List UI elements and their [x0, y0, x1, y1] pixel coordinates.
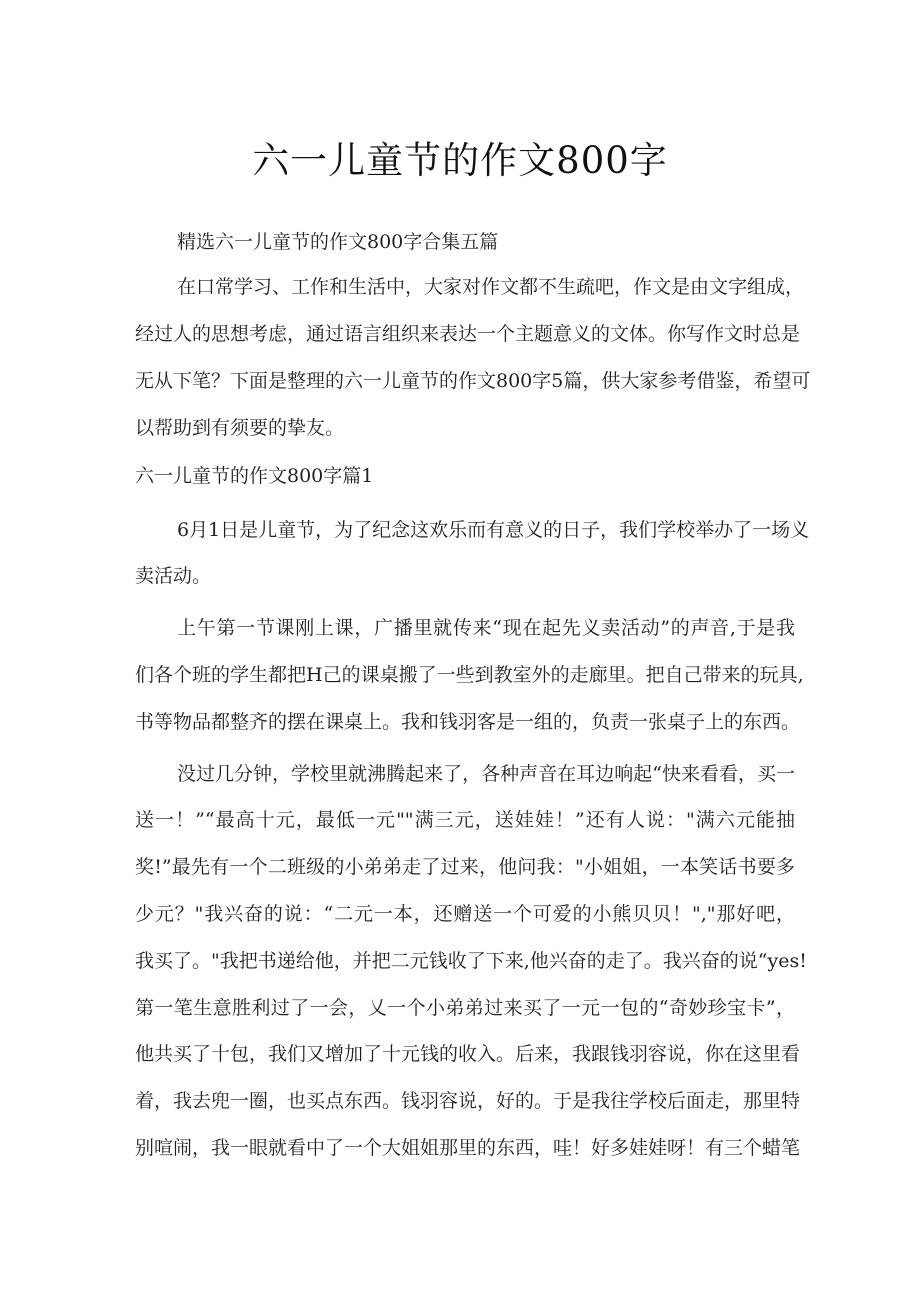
paragraph-line: 我买了。"我把书递给他，并把二元钱收了下来,他兴奋的走了。我兴奋的说“yes!	[135, 950, 807, 972]
paragraph-line: 奖!”最先有一个二班级的小弟弟走了过来，他问我："小姐姐，一本笑话书要多	[135, 856, 795, 878]
paragraph-line: 没过几分钟，学校里就沸腾起来了，各种声音在耳边响起“快来看看，买一	[177, 763, 795, 785]
page-title: 六一儿童节的作文800字	[252, 139, 668, 182]
paragraph-line: 经过人的思想考虑，通过语言组织来表达一个主题意义的文体。你写作文时总是	[135, 323, 801, 345]
paragraph-line: 在口常学习、工作和生活中，大家对作文都不生疏吧，作文是由文字组成，	[177, 276, 805, 298]
paragraph-line: 卖活动。	[135, 565, 212, 587]
paragraph-line: 上午第一节课刚上课，广播里就传来“现在起先义卖活动”的声音,于是我	[177, 617, 795, 639]
paragraph-line: 他共买了十包，我们又增加了十元钱的收入。后来，我跟钱羽容说，你在这里看	[135, 1043, 801, 1065]
paragraph-line: 精选六一儿童节的作文800字合集五篇	[177, 231, 499, 253]
paragraph-line: 送一！”“最高十元，最低一元""满三元，送娃娃！”还有人说："满六元能抽	[135, 809, 795, 831]
paragraph-line: 们各个班的学生都把H己的课桌搬了一些到教室外的走廊里。把自己带来的玩具,	[135, 664, 804, 686]
paragraph-line: 第一笔生意胜利过了一会，乂一个小弟弟过来买了一元一包的“奇妙珍宝卡”，	[135, 997, 795, 1019]
paragraph-line: 别喧闹，我一眼就看中了一个大姐姐那里的东西，哇！好多娃娃呀！有三个蜡笔	[135, 1137, 801, 1159]
paragraph-line: 无从下笔？下面是整理的六一儿童节的作文800字5篇，供大家参考借鉴，希望可	[135, 370, 811, 392]
paragraph-line: 以帮助到有须要的挚友。	[135, 417, 345, 439]
paragraph-line: 书等物品都整齐的摆在课桌上。我和钱羽客是一组的，负责一张桌子上的东西。	[135, 711, 801, 733]
paragraph-line: 6月1日是儿童节，为了纪念这欢乐而有意义的日子，我们学校举办了一场义	[177, 519, 810, 541]
paragraph-line: 少元？"我兴奋的说：“二元一本，还赠送一个可爱的小熊贝贝！","那好吧，	[135, 903, 795, 925]
paragraph-line: 六一儿童节的作文800字篇1	[135, 465, 374, 487]
paragraph-line: 着，我去兜一圈，也买点东西。钱羽容说，好的。于是我往学校后面走，那里特	[135, 1090, 801, 1112]
